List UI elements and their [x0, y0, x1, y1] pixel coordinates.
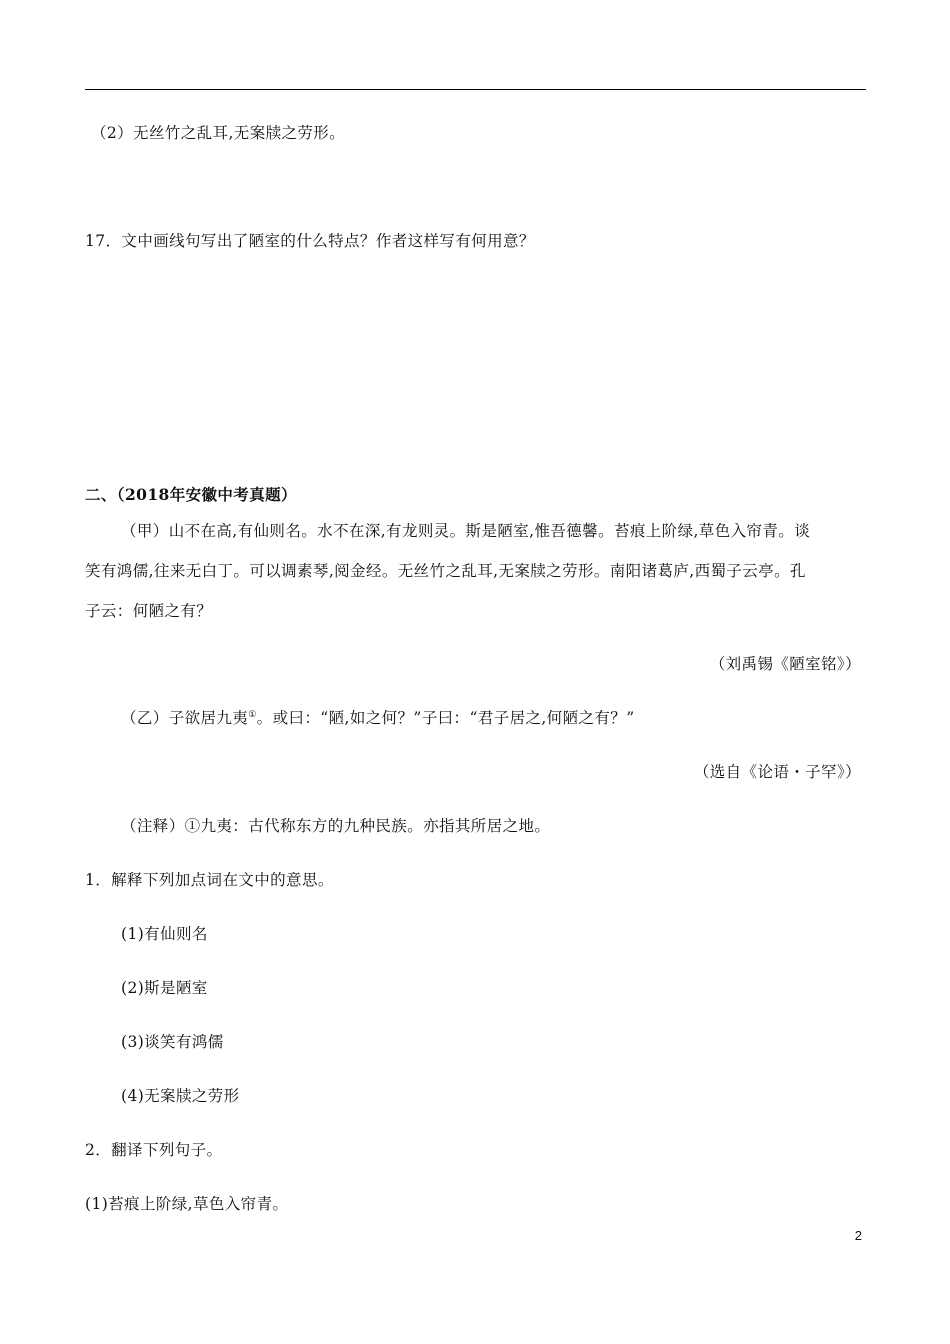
passage-yi-source: （选自《论语・子罕》）	[693, 763, 861, 781]
passage-jia-line-2: 笑有鸿儒,往来无白丁。可以调素琴,阅金经。无丝竹之乱耳,无案牍之劳形。南阳诸葛庐,西蜀子云亭。孔	[85, 562, 806, 580]
question-1-item: (2)斯是陋室	[121, 979, 208, 997]
annotation: （注释）①九夷：古代称东方的九种民族。亦指其所居之地。	[121, 817, 551, 835]
question-1-item: (4)无案牍之劳形	[121, 1087, 240, 1105]
passage-yi	[121, 708, 635, 728]
passage-yi-text-after: 。或曰：“陋,如之何？”子曰：“君子居之,何陋之有？”	[256, 709, 635, 727]
question-2-item: (1)苔痕上阶绿,草色入帘青。	[85, 1195, 289, 1213]
section-heading: 二、（2018年安徽中考真题）	[85, 485, 297, 504]
question-17: 17．文中画线句写出了陋室的什么特点？作者这样写有何用意？	[85, 232, 535, 250]
question-1-item: (3)谈笑有鸿儒	[121, 1033, 224, 1051]
question-1-item: (1)有仙则名	[121, 925, 208, 943]
passage-jia-line-1: （甲）山不在高,有仙则名。水不在深,有龙则灵。斯是陋室,惟吾德馨。苔痕上阶绿,草色入帘青。谈	[121, 522, 811, 540]
header-rule	[85, 89, 866, 90]
question-2-prompt: 2．翻译下列句子。	[85, 1141, 223, 1159]
passage-yi-text-before: （乙）子欲居九夷	[121, 709, 249, 727]
footnote-marker: ①	[248, 709, 257, 720]
question-1-prompt: 1．解释下列加点词在文中的意思。	[85, 871, 334, 889]
passage-jia-line-3: 子云：何陋之有？	[85, 602, 213, 620]
page-number: 2	[854, 1228, 862, 1243]
q16-part2-line: （2）无丝竹之乱耳,无案牍之劳形。	[91, 124, 346, 142]
passage-jia-source: （刘禹锡《陋室铭》）	[709, 655, 861, 673]
